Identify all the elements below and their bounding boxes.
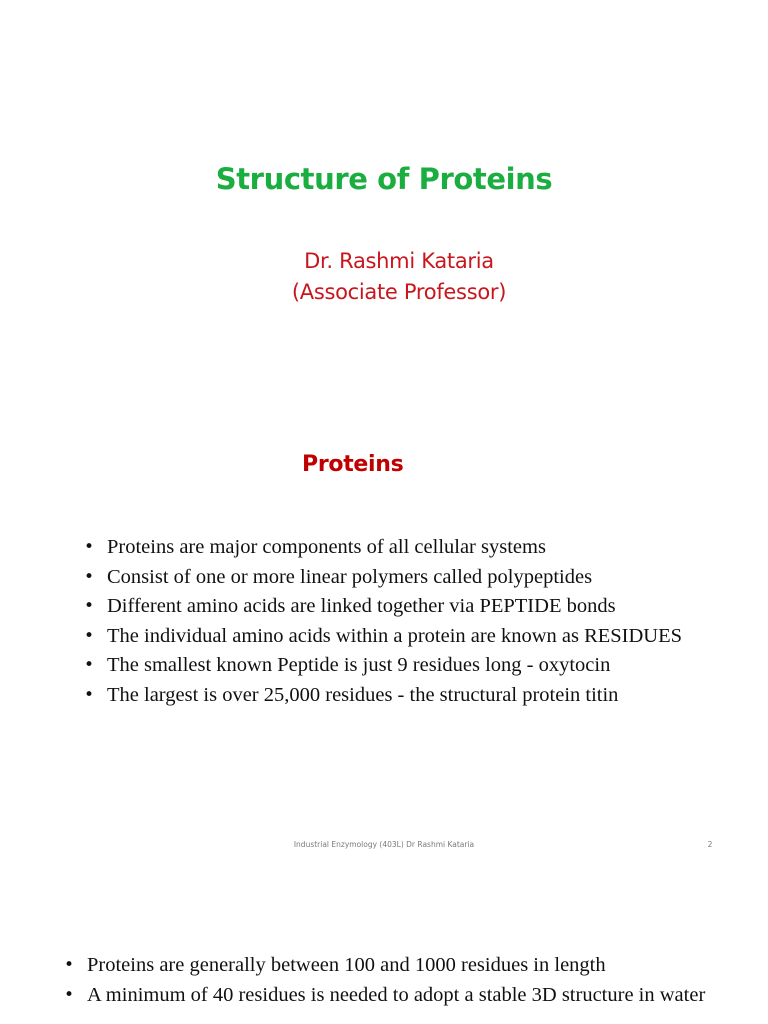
bullet-dot-icon: •: [84, 596, 95, 616]
bullet-text: Proteins are major components of all cellular systems: [107, 536, 546, 558]
bullet-item: [84, 565, 734, 589]
length-slide: [0, 880, 768, 1024]
bullet-dot-icon: •: [84, 684, 95, 705]
bullet-text: The largest is over 25,000 residues - the structural protein titin: [107, 683, 619, 706]
title-slide: [0, 0, 768, 410]
bullet-dot-icon: •: [64, 955, 75, 975]
bullet-text: Consist of one or more linear polymers called polypeptides: [107, 565, 593, 588]
bullet-list: [64, 953, 744, 1012]
bullet-dot-icon: •: [84, 537, 95, 557]
author-role: (Associate Professor): [291, 280, 507, 304]
bullet-item: [84, 653, 734, 677]
bullet-dot-icon: •: [84, 655, 95, 675]
bullet-text: Proteins are generally between 100 and 1000 residues in length: [87, 954, 606, 976]
section-heading: Proteins: [302, 452, 404, 477]
footer-text: Industrial Enzymology (403L) Dr Rashmi Kataria: [293, 840, 475, 849]
bullet-text: The individual amino acids within a protein are known as RESIDUES: [107, 624, 683, 647]
bullet-dot-icon: •: [84, 566, 95, 587]
bullet-text: The smallest known Peptide is just 9 residues long - oxytocin: [107, 654, 611, 676]
presentation-title: Structure of Proteins: [215, 162, 553, 196]
bullet-text: Different amino acids are linked together via PEPTIDE bonds: [107, 595, 616, 617]
bullet-item: [84, 594, 734, 618]
bullet-text: A minimum of 40 residues is needed to adopt a stable 3D structure in water: [87, 983, 706, 1006]
author-name: Dr. Rashmi Kataria: [304, 249, 494, 273]
bullet-item: [84, 683, 734, 707]
bullet-item: [84, 624, 734, 648]
bullet-dot-icon: •: [84, 625, 95, 646]
bullet-list: [84, 535, 734, 712]
bullet-dot-icon: •: [64, 984, 75, 1005]
bullet-item: [64, 953, 744, 977]
bullet-item: [84, 535, 734, 559]
proteins-slide: [0, 410, 768, 880]
bullet-item: [64, 983, 744, 1007]
page-number: 2: [707, 840, 713, 849]
author-block: [0, 246, 768, 308]
